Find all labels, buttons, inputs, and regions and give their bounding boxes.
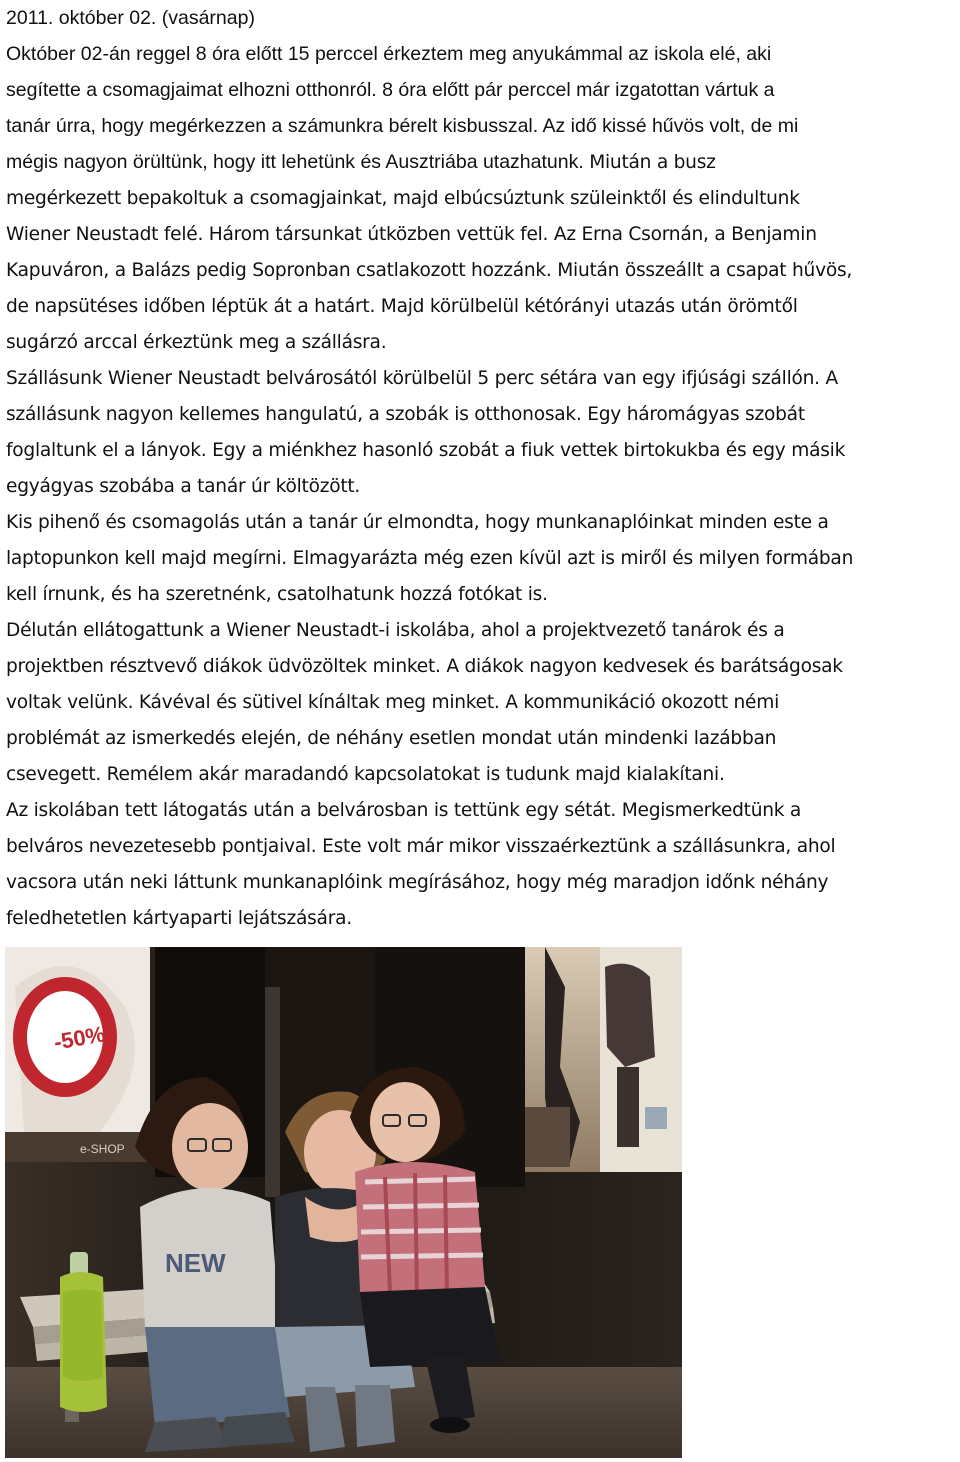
- text-line: laptopunkon kell majd megírni. Elmagyarázta még ezen kívül azt is miről és milyen formában: [6, 548, 854, 569]
- sign-discount: -50%: [51, 1021, 107, 1055]
- text-line: Szállásunk Wiener Neustadt belvárosától körülbelül 5 perc sétára van egy ifjúsági szállón. A: [6, 368, 838, 389]
- text-line: Délután ellátogattunk a Wiener Neustadt-i iskolába, ahol a projektvezető tanárok és a: [6, 620, 785, 641]
- bottle: [60, 1252, 107, 1412]
- text-line: problémát az ismerkedés elején, de néhány esetlen mondat után mindenki lazábban: [6, 728, 777, 749]
- text-line: szállásunk nagyon kellemes hangulatú, a szobák is otthonosak. Egy háromágyas szobát: [6, 404, 805, 425]
- text-line: voltak velünk. Kávéval és sütivel kínáltak meg minket. A kommunikáció okozott némi: [6, 692, 780, 713]
- text-line: projektben résztvevő diákok üdvözöltek minket. A diákok nagyon kedvesek és barátságosak: [6, 656, 843, 677]
- text-line: kell írnunk, és ha szeretnénk, csatolhatunk hozzá fotókat is.: [6, 584, 548, 605]
- text-line: csevegett. Remélem akár maradandó kapcsolatokat is tudunk majd kialakítani.: [6, 764, 725, 785]
- text-line: sugárzó arccal érkeztünk meg a szállásra.: [6, 332, 387, 353]
- sign-shop: e-SHOP: [80, 1142, 125, 1156]
- text-line: vacsora után neki láttunk munkanaplóink megírásához, hogy még maradjon időnk néhány: [6, 872, 829, 893]
- group-photo: [5, 947, 682, 1458]
- body-text: [6, 36, 956, 937]
- text-line: megérkezett bepakoltuk a csomagjainkat, majd elbúcsúztunk szüleinktől és elindultunk: [6, 188, 800, 209]
- text-line: foglaltunk el a lányok. Egy a miénkhez hasonló szobát a fiuk vettek birtokukba és egy másik: [6, 440, 846, 461]
- text-line: feledhetetlen kártyaparti lejátszására.: [6, 908, 352, 929]
- document: [6, 0, 956, 937]
- shop-window-left: [5, 947, 150, 1162]
- text-line: Wiener Neustadt felé. Három társunkat útközben vettük fel. Az Erna Csornán, a Benjamin: [6, 224, 817, 245]
- text-line: Kapuváron, a Balázs pedig Sopronban csatlakozott hozzánk. Miután összeállt a csapat hűvös,: [6, 260, 853, 281]
- text-line: Október 02-án reggel 8 óra előtt 15 perccel érkeztem meg anyukámmal az iskola elé, aki: [6, 43, 772, 65]
- text-line: egyágyas szobába a tanár úr költözött.: [6, 476, 361, 497]
- text-segment: Miután a busz: [589, 152, 716, 173]
- sweatshirt-print: NEW: [165, 1248, 226, 1278]
- text-line: segítette a csomagjaimat elhozni otthonról. 8 óra előtt pár perccel már izgatottan vártuk a: [6, 79, 775, 101]
- text-line: tanár úrra, hogy megérkezzen a számunkra bérelt kisbusszal. Az idő kissé hűvös volt, de mi: [6, 115, 799, 137]
- sign-sale: Sale: [35, 990, 93, 1029]
- text-line: de napsütéses időben léptük át a határt. Majd körülbelül kétórányi utazás után örömtől: [6, 296, 798, 317]
- date-heading: 2011. október 02. (vasárnap): [6, 7, 255, 29]
- shop-window-right: [510, 947, 682, 1172]
- text-line: Az iskolában tett látogatás után a belvárosban is tettünk egy sétát. Megismerkedtünk a: [6, 800, 802, 821]
- text-line: [6, 144, 956, 181]
- text-segment: mégis nagyon örültünk, hogy itt lehetünk és Ausztriába utazhatunk.: [6, 151, 584, 173]
- text-line: belváros nevezetesebb pontjaival. Este volt már mikor visszaérkeztünk a szállásunkra, ahol: [6, 836, 836, 857]
- text-line: Kis pihenő és csomagolás után a tanár úr elmondta, hogy munkanaplóinkat minden este a: [6, 512, 829, 533]
